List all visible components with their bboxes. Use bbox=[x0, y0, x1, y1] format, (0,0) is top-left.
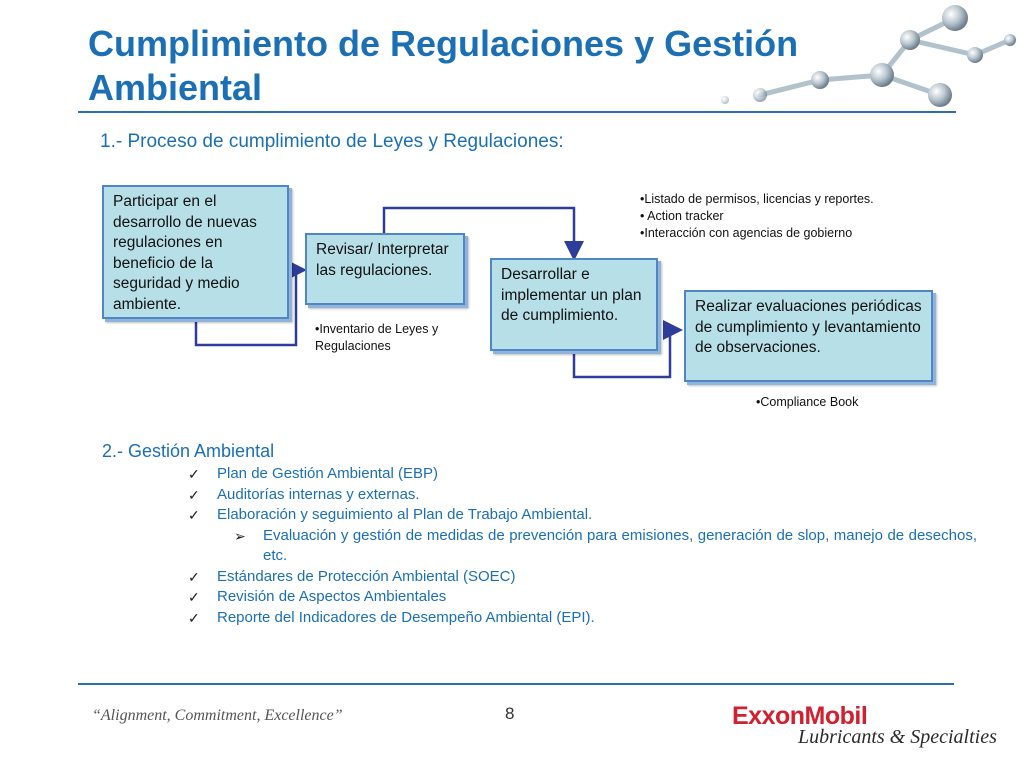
list-item bbox=[188, 505, 988, 526]
list-item-text: Reporte del Indicadores de Desempeño Ambiental (EPI). bbox=[217, 608, 595, 626]
list-subitem bbox=[188, 526, 977, 567]
page-number: 8 bbox=[505, 704, 515, 723]
environmental-list bbox=[188, 464, 988, 628]
note-compliance: •Compliance Book bbox=[756, 395, 859, 409]
list-item-text: Evaluación y gestión de medidas de prevención para emisiones, generación de slop, manejo de desechos, etc. bbox=[263, 526, 977, 564]
list-item-text: Revisión de Aspectos Ambientales bbox=[217, 588, 447, 605]
title-line-1: Cumplimiento de Regulaciones y Gestión bbox=[88, 23, 799, 64]
check-icon: ✓ bbox=[188, 486, 200, 503]
process-box-participar bbox=[102, 185, 289, 319]
process-box-text: Participar en el desarrollo de nuevas regulaciones en beneficio de la seguridad y medio ambiente. bbox=[113, 193, 257, 313]
note-item: •Inventario de Leyes y bbox=[315, 322, 439, 336]
note-item: • Action tracker bbox=[640, 209, 724, 223]
list-item-text: Plan de Gestión Ambiental (EBP) bbox=[217, 465, 438, 482]
list-item-text: Auditorías internas y externas. bbox=[217, 485, 420, 503]
list-item-text: Elaboración y seguimiento al Plan de Trabajo Ambiental. bbox=[217, 506, 593, 523]
process-box-revisar bbox=[305, 233, 465, 305]
exxonmobil-logo: ExxonMobil bbox=[732, 702, 868, 730]
check-icon: ✓ bbox=[188, 568, 200, 585]
list-item bbox=[188, 608, 988, 629]
process-box-text: Revisar/ Interpretar las regulaciones. bbox=[316, 241, 449, 279]
section1-heading: 1.- Proceso de cumplimiento de Leyes y Regulaciones: bbox=[100, 131, 564, 152]
footer-divider bbox=[78, 683, 954, 685]
check-icon: ✓ bbox=[188, 507, 200, 523]
process-box-text: Desarrollar e implementar un plan de cumplimiento. bbox=[501, 266, 642, 324]
list-item bbox=[188, 464, 988, 485]
list-item bbox=[188, 587, 988, 608]
check-icon: ✓ bbox=[188, 609, 200, 626]
footer-motto: “Alignment, Commitment, Excellence” bbox=[92, 707, 343, 724]
note-item: Regulaciones bbox=[315, 339, 391, 353]
process-box-desarrollar bbox=[490, 258, 658, 351]
notes-top bbox=[640, 191, 940, 242]
process-box-evaluaciones bbox=[684, 290, 933, 382]
list-item bbox=[188, 485, 988, 506]
check-icon: ✓ bbox=[188, 466, 200, 482]
note-revisar bbox=[315, 321, 475, 355]
section2-heading: 2.- Gestión Ambiental bbox=[102, 441, 275, 461]
list-item-text: Estándares de Protección Ambiental (SOEC) bbox=[217, 567, 516, 585]
check-icon: ✓ bbox=[188, 589, 200, 605]
title-line-2: Ambiental bbox=[88, 67, 263, 108]
subbrand-text: Lubricants & Specialties bbox=[798, 726, 997, 748]
process-box-text: Realizar evaluaciones periódicas de cumplimiento y levantamiento de observaciones. bbox=[695, 298, 922, 356]
arrow-bullet-icon: ➢ bbox=[234, 527, 246, 544]
note-item: •Interacción con agencias de gobierno bbox=[640, 226, 853, 240]
note-item: •Listado de permisos, licencias y reportes. bbox=[640, 192, 874, 206]
list-item bbox=[188, 567, 988, 588]
